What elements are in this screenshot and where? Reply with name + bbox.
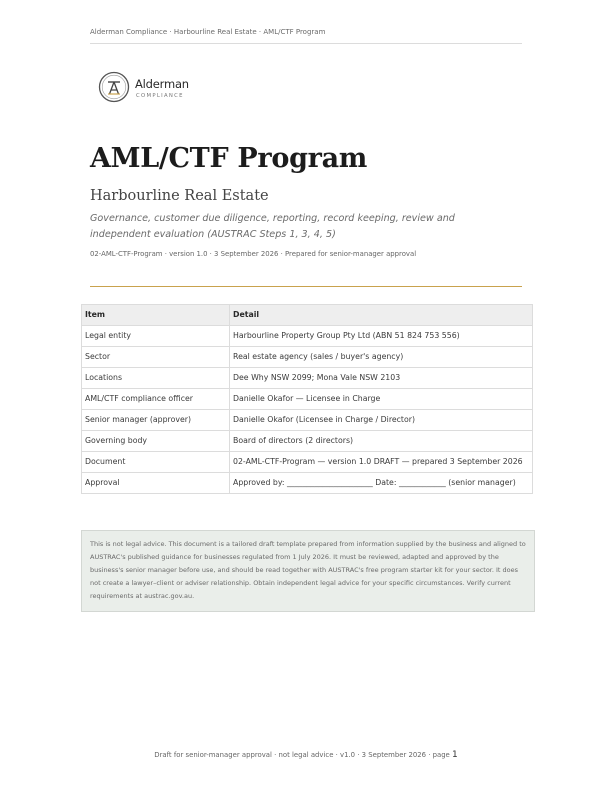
details-table <box>81 304 533 494</box>
table-row <box>82 389 533 410</box>
table-row <box>82 368 533 389</box>
column-header-detail: Detail <box>230 305 533 326</box>
document-title: AML/CTF Program <box>90 143 368 174</box>
legal-disclaimer: This is not legal advice. This document is a tailored draft template prepared from information supplied by the business and aligned to AUSTRAC's published guidance for businesses regulated from 1 July 2026. It must be reviewed, adapted and approved by the business's senior manager before use, and should be read together with AUSTRAC's free program starter kit for your sector. It does not create a lawyer–client or adviser relationship. Obtain independent legal advice for your specific circumstances. Verify current requirements at austrac.gov.au. <box>81 530 535 612</box>
column-header-item: Item <box>82 305 230 326</box>
document-subtitle: Harbourline Real Estate <box>90 188 269 204</box>
document-meta: 02-AML-CTF-Program · version 1.0 · 3 September 2026 · Prepared for senior-manager approval <box>90 250 417 258</box>
row-item: Governing body <box>82 431 230 452</box>
row-detail: 02-AML-CTF-Program — version 1.0 DRAFT — prepared 3 September 2026 <box>230 452 533 473</box>
stylised-a-emblem-icon <box>98 71 130 103</box>
alderman-logo <box>98 71 208 105</box>
page-number: 1 <box>452 750 458 760</box>
table-row <box>82 326 533 347</box>
row-item: Locations <box>82 368 230 389</box>
row-detail: Approved by: ______________________ Date: ____________ (senior manager) <box>230 473 533 494</box>
table-header-row <box>82 305 533 326</box>
accent-divider <box>90 286 522 287</box>
row-item: Senior manager (approver) <box>82 410 230 431</box>
table-row <box>82 410 533 431</box>
row-detail: Harbourline Property Group Pty Ltd (ABN 51 824 753 556) <box>230 326 533 347</box>
row-detail: Board of directors (2 directors) <box>230 431 533 452</box>
row-detail: Danielle Okafor — Licensee in Charge <box>230 389 533 410</box>
table-row <box>82 473 533 494</box>
table-row <box>82 431 533 452</box>
page-footer <box>0 750 612 760</box>
running-header: Alderman Compliance · Harbourline Real Estate · AML/CTF Program <box>90 28 522 44</box>
row-item: AML/CTF compliance officer <box>82 389 230 410</box>
logo-tagline: COMPLIANCE <box>136 93 184 99</box>
row-item: Legal entity <box>82 326 230 347</box>
logo-wordmark: Alderman <box>135 77 189 91</box>
footer-text: Draft for senior-manager approval · not legal advice · v1.0 · 3 September 2026 · page <box>154 751 452 759</box>
row-detail: Danielle Okafor (Licensee in Charge / Director) <box>230 410 533 431</box>
row-item: Document <box>82 452 230 473</box>
row-detail: Dee Why NSW 2099; Mona Vale NSW 2103 <box>230 368 533 389</box>
table-row <box>82 347 533 368</box>
row-item: Approval <box>82 473 230 494</box>
row-item: Sector <box>82 347 230 368</box>
row-detail: Real estate agency (sales / buyer's agency) <box>230 347 533 368</box>
table-row <box>82 452 533 473</box>
document-description: Governance, customer due diligence, reporting, record keeping, review and independent evaluation (AUSTRAC Steps 1, 3, 4, 5) <box>90 213 455 240</box>
